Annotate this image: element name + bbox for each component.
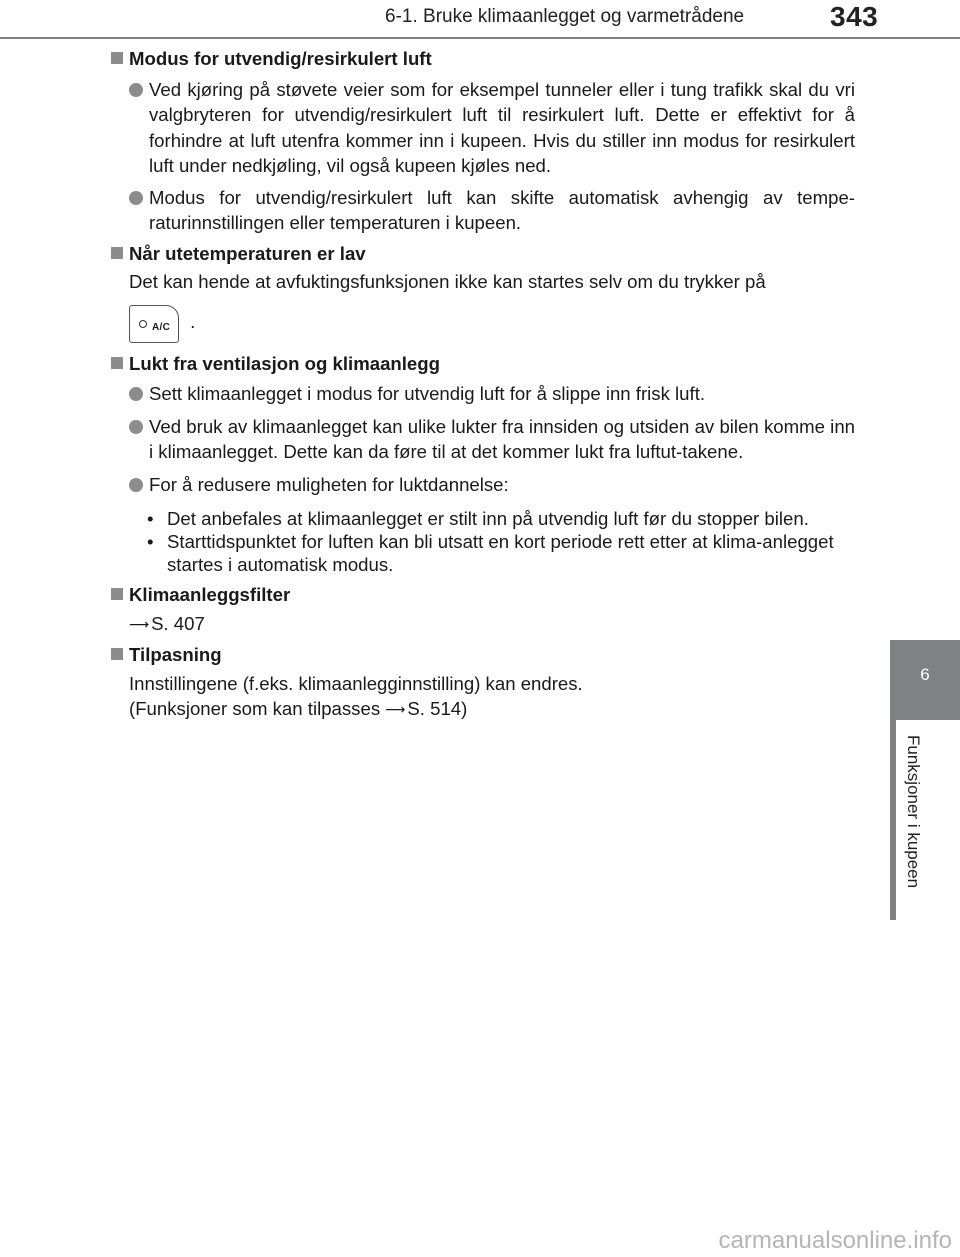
section-heading-text: Klimaanleggsfilter [129, 584, 291, 605]
section-heading [110, 351, 855, 377]
section-heading-text: Når utetemperaturen er lav [129, 242, 366, 264]
bullet-text: Sett klimaanlegget i modus for utvendig luft for å slippe inn frisk luft. [149, 383, 706, 404]
round-bullet-icon [129, 83, 143, 97]
round-bullet-icon [129, 191, 143, 205]
section-heading-text: Lukt fra ventilasjon og klimaanlegg [129, 352, 440, 374]
reference-text: S. 514) [407, 698, 468, 719]
ac-button-label: A/C [152, 321, 171, 333]
section-heading [110, 46, 855, 72]
sub-bullet-text: Det anbefales at klimaanlegget er stilt inn på utvendig luft før du stopper bilen. [167, 508, 809, 529]
sub-bullet-item [110, 530, 855, 576]
chapter-tab [890, 640, 960, 720]
bullet-text: Ved bruk av klimaanlegget kan ulike lukter fra innsiden og utsiden av bilen komme inn i klimaanlegget. Dette kan da føre til at det kommer lukt fra luftut-takene. [149, 415, 855, 462]
button-figure-line [110, 305, 855, 349]
bullet-text: Ved kjøring på støvete veier som for eksempel tunneler eller i tung trafikk skal du vri valgbryteren for utvendig/resirkulert luft til resirkulert luft. Dette er effektivt for å forhindre at luft utenfra kommer inn i kupeen. Hvis du stiller inn modus for resirkulert luft under nedkjøling, vil også kupeen kjøles ned. [149, 78, 855, 176]
bullet-text: For å redusere muligheten for luktdannelse: [149, 473, 509, 495]
ac-button-illustration [129, 305, 179, 343]
sentence-end: . [190, 311, 196, 333]
square-bullet-icon [111, 648, 123, 660]
chapter-label: Funksjoner i kupeen [904, 735, 923, 889]
body-text [110, 696, 855, 723]
indicator-icon [139, 320, 147, 328]
section-heading-text: Modus for utvendig/resirkulert luft [129, 48, 432, 69]
page-content [110, 46, 855, 723]
watermark: carmanualsonline.info [718, 1227, 952, 1254]
bullet-item [110, 77, 855, 179]
bullet-item [110, 185, 855, 236]
arrow-right-icon: ⟶ [129, 615, 150, 632]
square-bullet-icon [111, 52, 123, 64]
body-text: Innstillingene (f.eks. klimaanlegginnstilling) kan endres. [129, 672, 583, 694]
bullet-text: Modus for utvendig/resirkulert luft kan skifte automatisk avhengig av tempe-raturinnstillingen eller temperaturen i kupeen. [149, 186, 855, 233]
round-bullet-icon [129, 420, 143, 434]
chapter-heading: 6-1. Bruke klimaanlegget og varmetrådene [385, 6, 745, 27]
page-reference [110, 611, 855, 638]
body-text: Det kan hende at avfuktingsfunksjonen ikke kan startes selv om du trykker på [129, 271, 766, 292]
bullet-item [110, 414, 855, 465]
dot-bullet: • [147, 531, 154, 552]
square-bullet-icon [111, 357, 123, 369]
round-bullet-icon [129, 387, 143, 401]
arrow-right-icon: ⟶ [385, 701, 406, 717]
body-text-part: (Funksjoner som kan tilpasses [129, 698, 386, 719]
chapter-tab-strip [890, 720, 896, 920]
square-bullet-icon [111, 588, 123, 600]
bullet-item [110, 381, 855, 407]
bullet-item [110, 472, 855, 498]
dot-bullet: • [147, 508, 154, 529]
section-heading-text: Tilpasning [129, 644, 222, 665]
section-heading [110, 642, 855, 668]
header-rule [0, 37, 960, 39]
section-heading [110, 241, 855, 267]
chapter-number: 6 [920, 665, 930, 684]
section-heading [110, 582, 855, 608]
round-bullet-icon [129, 478, 143, 492]
page-number: 343 [830, 1, 879, 32]
square-bullet-icon [111, 247, 123, 259]
reference-text: S. 407 [151, 612, 205, 634]
sub-bullet-text: Starttidspunktet for luften kan bli utsatt en kort periode rett etter at klima-anlegget startes i automatisk modus. [167, 531, 834, 575]
sub-bullet-item [110, 507, 855, 530]
